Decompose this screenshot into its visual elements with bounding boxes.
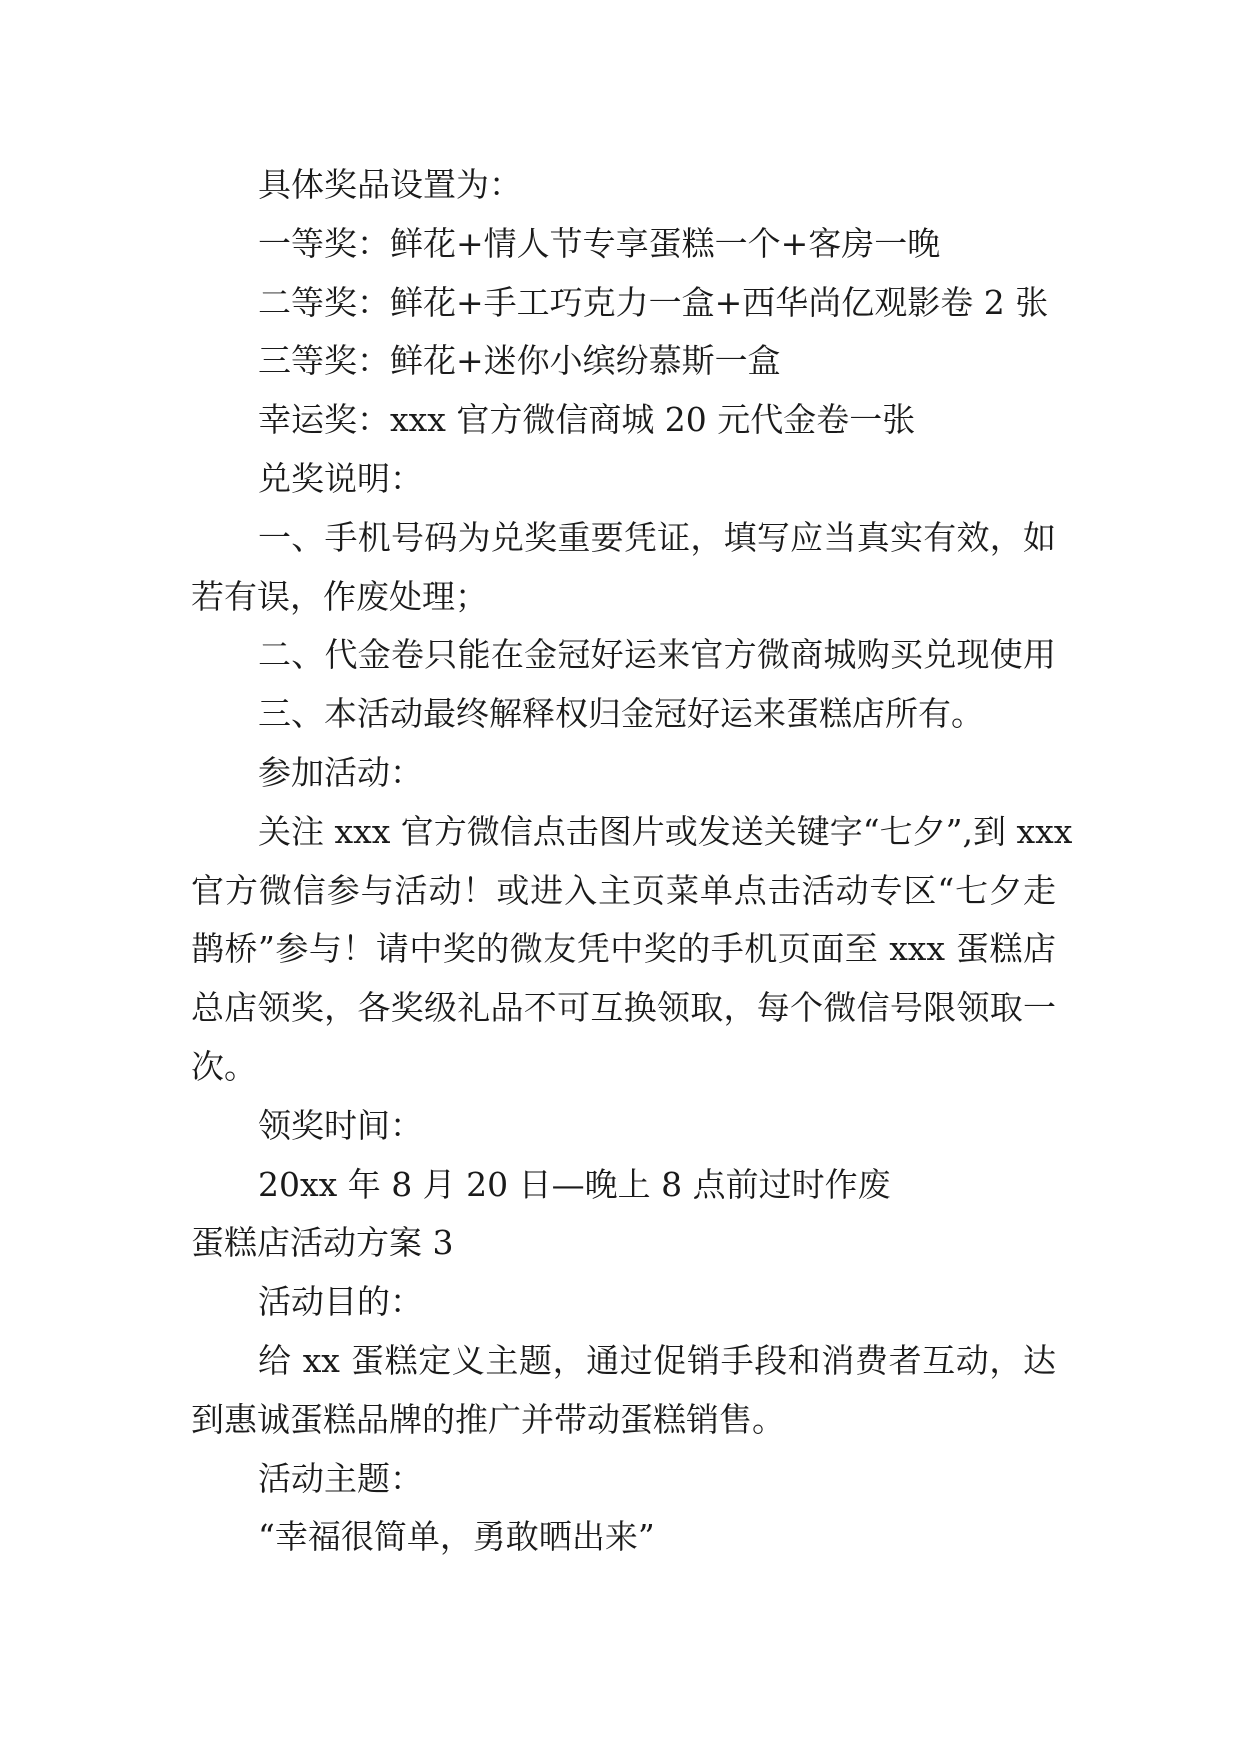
participation-line-3: 鹊桥”参与！请中奖的微友凭中奖的手机页面至 xxx 蛋糕店 xyxy=(191,929,1056,969)
participation-line-4: 总店领奖，各奖级礼品不可互换领取，每个微信号限领取一 xyxy=(191,988,1056,1028)
document-body xyxy=(191,156,1073,1567)
prize-settings-heading: 具体奖品设置为： xyxy=(258,165,522,204)
theme-value: “幸福很简单，勇敢晒出来” xyxy=(258,1517,655,1557)
theme-heading: 活动主题： xyxy=(258,1458,423,1498)
purpose-line-2: 到惠诚蛋糕品牌的推广并带动蛋糕销售。 xyxy=(191,1399,785,1439)
purpose-line-1: 给 xx 蛋糕定义主题，通过促销手段和消费者互动，达 xyxy=(258,1340,1056,1380)
participation-line-5: 次。 xyxy=(191,1046,257,1086)
redemption-rule-2: 二、代金卷只能在金冠好运来官方微商城购买兑现使用 xyxy=(258,635,1056,675)
redemption-rule-1-line-1: 一、手机号码为兑奖重要凭证，填写应当真实有效，如 xyxy=(258,517,1056,557)
participation-heading: 参加活动： xyxy=(258,752,423,792)
prize-third: 三等奖：鲜花+迷你小缤纷慕斯一盒 xyxy=(258,341,781,381)
redemption-heading: 兑奖说明： xyxy=(258,458,423,498)
redemption-rule-3: 三、本活动最终解释权归金冠好运来蛋糕店所有。 xyxy=(258,694,984,734)
redemption-rule-1-line-2: 若有误，作废处理； xyxy=(191,576,488,616)
participation-line-2: 官方微信参与活动！或进入主页菜单点击活动专区“七夕走 xyxy=(191,870,1056,910)
prize-lucky: 幸运奖：xxx 官方微信商城 20 元代金卷一张 xyxy=(258,400,916,440)
claim-time-heading: 领奖时间： xyxy=(258,1105,423,1145)
participation-line-1: 关注 xxx 官方微信点击图片或发送关键字“七夕”,到 xxx xyxy=(258,811,1073,851)
prize-second: 二等奖：鲜花+手工巧克力一盒+西华尚亿观影卷 2 张 xyxy=(258,282,1049,322)
prize-first: 一等奖：鲜花+情人节专享蛋糕一个+客房一晚 xyxy=(258,223,941,263)
plan-3-title: 蛋糕店活动方案 3 xyxy=(191,1223,454,1263)
claim-time-value: 20xx 年 8 月 20 日—晚上 8 点前过时作废 xyxy=(258,1164,891,1204)
purpose-heading: 活动目的： xyxy=(258,1282,423,1322)
